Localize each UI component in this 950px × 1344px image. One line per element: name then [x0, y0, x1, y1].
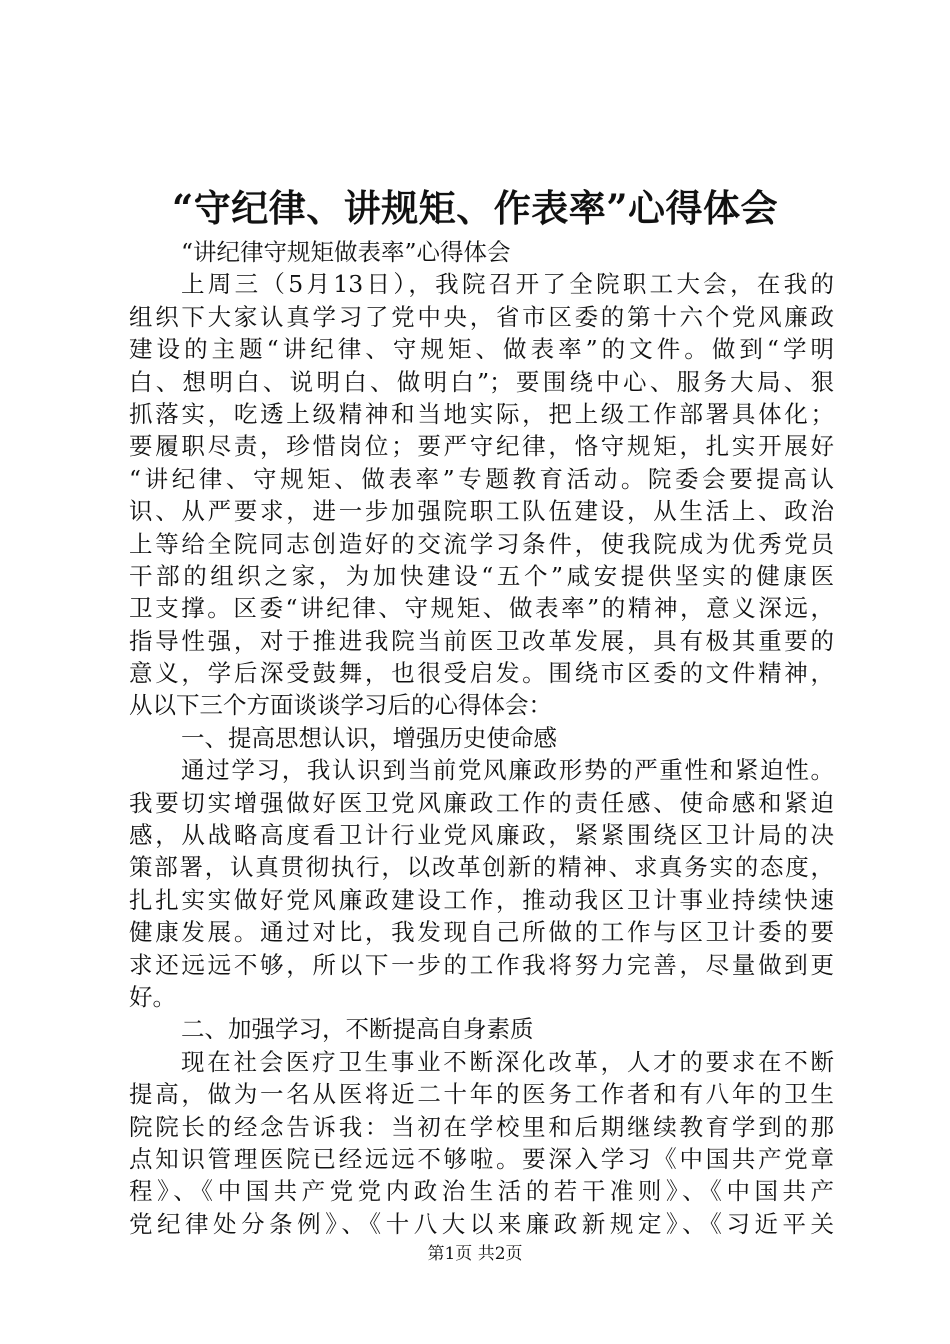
text-line: 健康发展。通过对比，我发现自己所做的工作与区卫计委的要	[129, 918, 834, 947]
text-line: 从以下三个方面谈谈学习后的心得体会：	[129, 691, 552, 720]
text-line: 通过学习，我认识到当前党风廉政形势的严重性和紧迫性。	[181, 756, 834, 785]
text-line: 指导性强，对于推进我院当前医卫改革发展，具有极其重要的	[129, 626, 834, 655]
text-line: 我要切实增强做好医卫党风廉政工作的责任感、使命感和紧迫	[129, 788, 834, 817]
text-line: 上周三（5月13日），我院召开了全院职工大会，在我的	[181, 270, 834, 299]
text-line: “讲纪律守规矩做表率”心得体会	[181, 238, 511, 266]
text-line: 抓落实，吃透上级精神和当地实际，把上级工作部署具体化；	[129, 399, 834, 428]
text-line: 识、从严要求，进一步加强院职工队伍建设，从生活上、政治	[129, 497, 834, 526]
text-line: “讲纪律、守规矩、做表率”专题教育活动。院委会要提高认	[129, 464, 834, 493]
text-line: 白、想明白、说明白、做明白”；要围绕中心、服务大局、狠	[129, 367, 834, 396]
text-line: 建设的主题“讲纪律、守规矩、做表率”的文件。做到“学明	[129, 335, 834, 364]
document-title: “守纪律、讲规矩、作表率”心得体会	[171, 186, 779, 230]
text-line: 二、加强学习，不断提高自身素质	[181, 1015, 534, 1044]
text-line: 要履职尽责，珍惜岗位；要严守纪律，恪守规矩，扎实开展好	[129, 432, 834, 461]
text-line: 程》、《中国共产党党内政治生活的若干准则》、《中国共产	[129, 1177, 834, 1206]
text-line: 党纪律处分条例》、《十八大以来廉政新规定》、《习近平关	[129, 1209, 834, 1238]
text-line: 一、提高思想认识，增强历史使命感	[181, 723, 557, 752]
text-line: 意义，学后深受鼓舞，也很受启发。围绕市区委的文件精神，	[129, 659, 834, 688]
text-line: 扎扎实实做好党风廉政建设工作，推动我区卫计事业持续快速	[129, 885, 834, 914]
text-line: 提高，做为一名从医将近二十年的医务工作者和有八年的卫生	[129, 1080, 834, 1109]
text-line: 感，从战略高度看卫计行业党风廉政，紧紧围绕区卫计局的决	[129, 821, 834, 850]
text-line: 干部的组织之家，为加快建设“五个”咸安提供坚实的健康医	[129, 561, 834, 590]
page-footer: 第1页 共2页	[427, 1244, 523, 1264]
text-line: 现在社会医疗卫生事业不断深化改革，人才的要求在不断	[181, 1047, 834, 1076]
text-line: 组织下大家认真学习了党中央，省市区委的第十六个党风廉政	[129, 302, 834, 331]
text-line: 好。	[129, 982, 176, 1011]
text-line: 院院长的经念告诉我：当初在学校里和后期继续教育学到的那	[129, 1112, 834, 1141]
text-line: 策部署，认真贯彻执行，以改革创新的精神、求真务实的态度，	[129, 853, 834, 882]
text-line: 点知识管理医院已经远远不够啦。要深入学习《中国共产党章	[129, 1144, 834, 1173]
text-line: 求还远远不够，所以下一步的工作我将努力完善，尽量做到更	[129, 950, 834, 979]
text-line: 上等给全院同志创造好的交流学习条件，使我院成为优秀党员	[129, 529, 834, 558]
document-body	[129, 236, 834, 1240]
text-line: 卫支撑。区委“讲纪律、守规矩、做表率”的精神，意义深远，	[129, 594, 834, 623]
